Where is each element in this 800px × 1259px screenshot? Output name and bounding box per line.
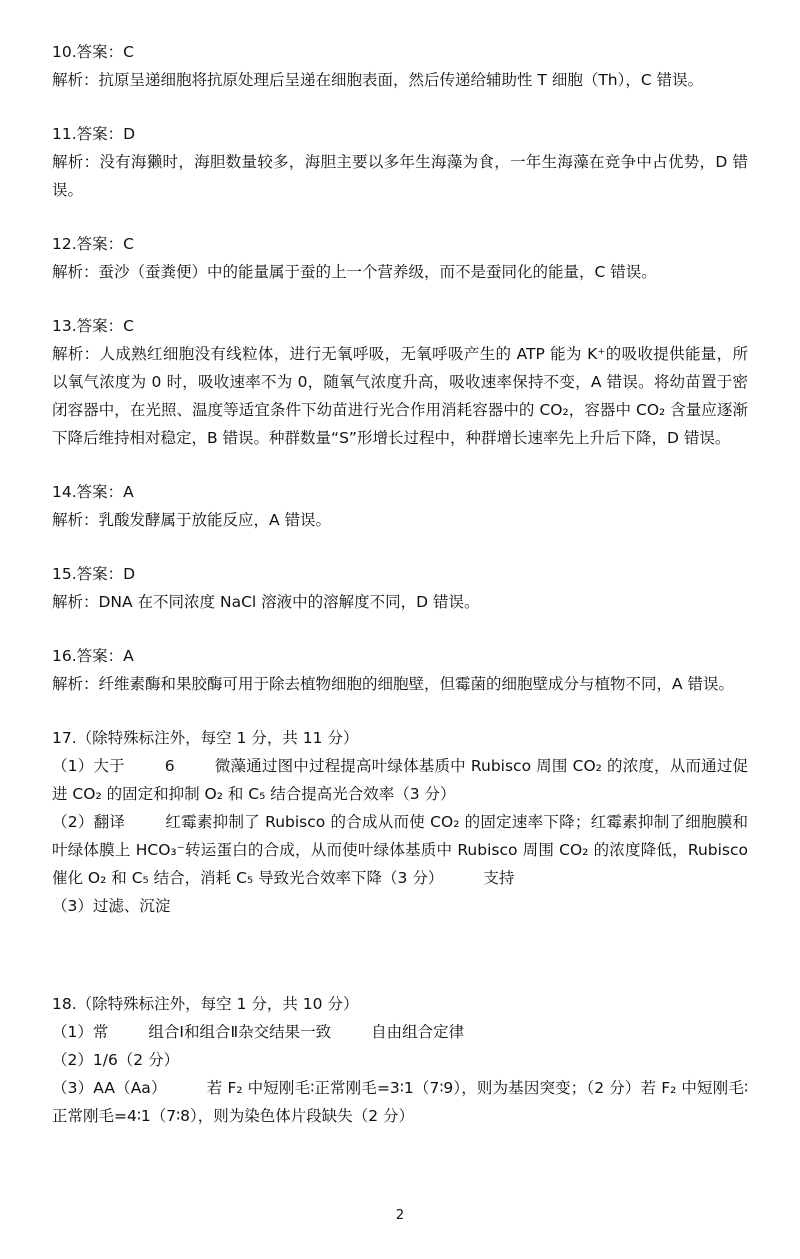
analysis-text: 解析：抗原呈递细胞将抗原处理后呈递在细胞表面，然后传递给辅助性 T 细胞（Th），C 错误。 [52,71,704,89]
answer-line: 11.答案：D [52,125,136,143]
analysis-text: 解析：乳酸发酵属于放能反应，A 错误。 [52,511,332,529]
q17-p2-label: （2）翻译 [52,813,126,831]
q18-part-3 [52,1074,748,1130]
question-title: 18.（除特殊标注外，每空 1 分，共 10 分） [52,995,359,1013]
answer-item-10 [52,38,748,94]
q18-p3-label: （3）AA（Aa） [52,1079,167,1097]
q17-p1-text: 微藻通过图中过程提高叶绿体基质中 Rubisco 周围 CO₂ 的浓度，从而通过促进 CO₂ 的固定和抑制 O₂ 和 C₅ 结合提高光合效率（3 分） [52,757,748,803]
answer-item-13 [52,312,748,452]
analysis-text: 解析：人成熟红细胞没有线粒体，进行无氧呼吸，无氧呼吸产生的 ATP 能为 K⁺的吸收提供能量，所以氧气浓度为 0 时，吸收速率不为 0，随氧气浓度升高，吸收速率保持不变，A 错误。将幼苗置于密闭容器中，在光照、温度等适宜条件下幼苗进行光合作用消耗容器中的 CO₂，容器中 CO₂ 含量应逐渐下降后维持相对稳定，B 错误。种群数量“S”形增长过程中，种群增长速率先上升后下降，D 错误。 [52,345,748,447]
q17-part-3: （3）过滤、沉淀 [52,897,171,915]
answer-item-11 [52,120,748,204]
q18-part-1 [52,1018,748,1046]
answer-line: 13.答案：C [52,317,134,335]
q18-p3-text: 若 F₂ 中短刚毛∶正常刚毛=3∶1（7∶9），则为基因突变；（2 分）若 F₂ 中短刚毛∶正常刚毛=4∶1（7∶8），则为染色体片段缺失（2 分） [52,1079,748,1125]
q17-p1-label: （1）大于 [52,757,125,775]
q17-part-2 [52,808,748,892]
document-body [52,38,748,1156]
analysis-text: 解析：没有海獭时，海胆数量较多，海胆主要以多年生海藻为食，一年生海藻在竞争中占优势，D 错误。 [52,153,748,199]
answer-line: 15.答案：D [52,565,136,583]
section-spacer [52,946,748,990]
q17-part-1 [52,752,748,808]
analysis-text: 解析：蚕沙（蚕粪便）中的能量属于蚕的上一个营养级，而不是蚕同化的能量，C 错误。 [52,263,657,281]
q17-p2-tail: 支持 [483,869,515,887]
q18-p1-label: （1）常 [52,1023,109,1041]
question-18 [52,990,748,1130]
answer-item-12 [52,230,748,286]
analysis-text: 解析：纤维素酶和果胶酶可用于除去植物细胞的细胞壁，但霉菌的细胞壁成分与植物不同，A 错误。 [52,675,735,693]
page-number: 2 [395,1208,405,1223]
question-17 [52,724,748,920]
q18-part-2: （2）1/6（2 分） [52,1051,180,1069]
answer-item-14 [52,478,748,534]
q18-p1-b: 自由组合定律 [371,1023,465,1041]
q18-p1-a: 组合Ⅰ和组合Ⅱ杂交结果一致 [148,1023,332,1041]
q17-p1-value: 6 [164,757,175,775]
answer-item-16 [52,642,748,698]
question-title: 17.（除特殊标注外，每空 1 分，共 11 分） [52,729,359,747]
q17-p2-text: 红霉素抑制了 Rubisco 的合成从而使 CO₂ 的固定速率下降；红霉素抑制了细胞膜和叶绿体膜上 HCO₃⁻转运蛋白的合成，从而使叶绿体基质中 Rubisco 周围 CO₂ 的浓度降低，Rubisco 催化 O₂ 和 C₅ 结合，消耗 C₅ 导致光合效率下降（3 分） [52,813,748,887]
analysis-text: 解析：DNA 在不同浓度 NaCl 溶液中的溶解度不同，D 错误。 [52,593,480,611]
answer-line: 10.答案：C [52,43,134,61]
answer-line: 14.答案：A [52,483,134,501]
answer-line: 12.答案：C [52,235,134,253]
answer-item-15 [52,560,748,616]
answer-line: 16.答案：A [52,647,134,665]
